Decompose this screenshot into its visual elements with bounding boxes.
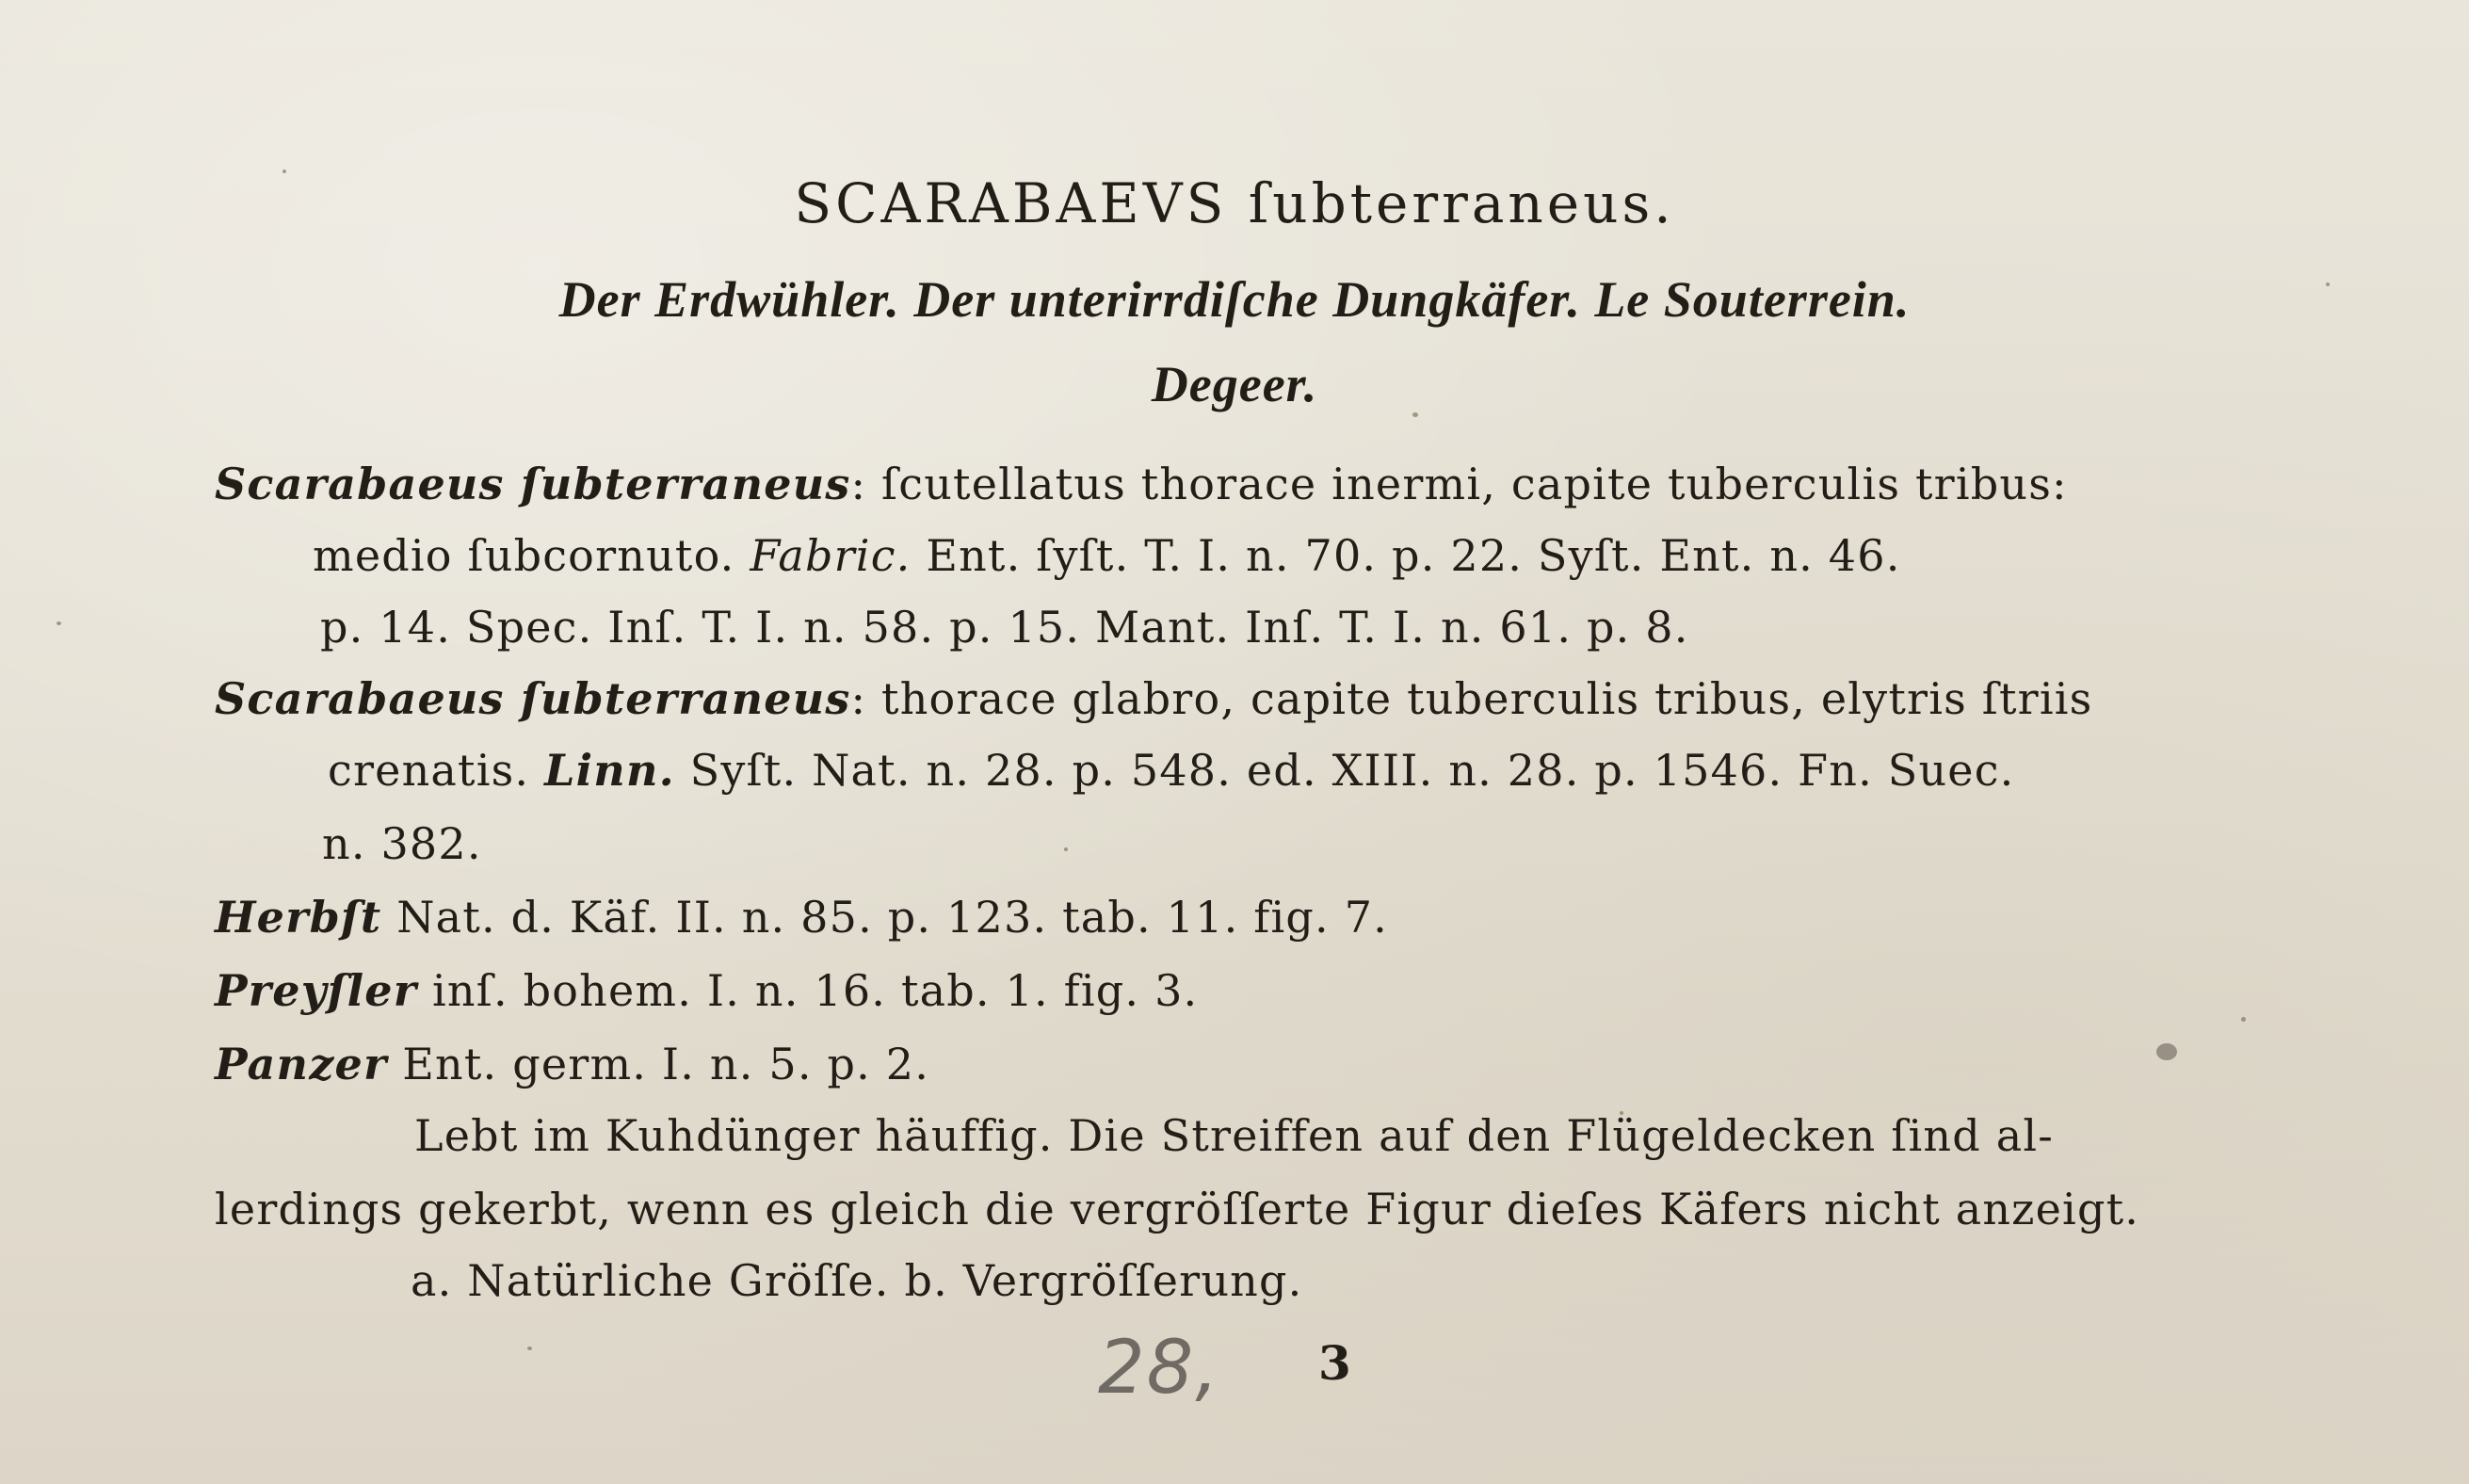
reference-citation: inſ. bohem. I. n. 16. tab. 1. fig. 3. [432, 965, 1199, 1016]
reference-line [215, 1036, 929, 1092]
habitat-note-line-2: lerdings gekerbt, wenn es gleich die vergröſſerte Figur dieſes Käfers nicht anzeigt. [215, 1184, 2140, 1234]
synonym-entry-1-line-2 [313, 527, 1901, 584]
reference-author: Fabric. [750, 530, 912, 581]
paper-speck [2241, 1017, 2246, 1022]
synonym-entry-2-line-1 [215, 670, 2092, 727]
reference-citation: Ent. germ. I. n. 5. p. 2. [402, 1039, 930, 1089]
reference-citation: Syſt. Nat. n. 28. p. 548. ed. XIII. n. 28. p. 1546. Fn. Suec. [689, 745, 2015, 796]
synonym-entry-1-line-1 [215, 456, 2068, 512]
paper-speck [1412, 412, 1418, 417]
paper-speck [56, 621, 61, 625]
figure-legend: a. Natürliche Gröſſe. b. Vergröſſerung. [411, 1255, 1303, 1306]
page-number: 3 [1318, 1335, 1351, 1391]
paper-speck [527, 1347, 532, 1350]
synonym-diagnosis: : ſcutellatus thorace inermi, capite tuberculis tribus: [850, 459, 2068, 509]
synonym-diagnosis-cont: crenatis. [328, 745, 530, 796]
document-title: SCARABAEVS ſubterraneus. [794, 171, 1675, 235]
synonym-diagnosis: : thorace glabro, capite tuberculis tribus, elytris ſtriis [850, 673, 2093, 724]
reference-author: Panzer [215, 1039, 388, 1089]
reference-author: Preyſler [215, 965, 418, 1016]
reference-citation: Nat. d. Käf. II. n. 85. p. 123. tab. 11. fig. 7. [396, 892, 1388, 943]
synonym-name: Scarabaeus ſubterraneus [215, 673, 851, 724]
reference-line [215, 962, 1198, 1019]
reference-author: Linn. [544, 745, 675, 796]
reference-line [215, 889, 1388, 945]
ink-blot [2156, 1043, 2177, 1060]
reference-author: Herbſt [215, 892, 382, 943]
paper-speck [282, 169, 286, 173]
reference-citation: Ent. ſyſt. T. I. n. 70. p. 22. Syſt. Ent. n. 46. [926, 530, 1901, 581]
habitat-note-line-1: Lebt im Kuhdünger häuffig. Die Streiffen auf den Flügeldecken ſind al- [414, 1110, 2055, 1161]
common-name-author: Degeer. [1151, 356, 1318, 412]
synonym-entry-2-line-2 [328, 742, 2015, 798]
synonym-entry-2-line-3: n. 382. [322, 818, 482, 869]
synonym-name: Scarabaeus ſubterraneus [215, 459, 851, 509]
synonym-diagnosis-cont: medio ſubcornuto. [313, 530, 735, 581]
handwritten-plate-number: 28, [1098, 1326, 1221, 1411]
paper-speck [1064, 847, 1068, 851]
synonym-entry-1-line-3: p. 14. Spec. Inſ. T. I. n. 58. p. 15. Mant. Inſ. T. I. n. 61. p. 8. [320, 602, 1689, 653]
common-names: Der Erdwühler. Der unterirrdiſche Dungkäfer. Le Souterrein. [558, 271, 1911, 328]
